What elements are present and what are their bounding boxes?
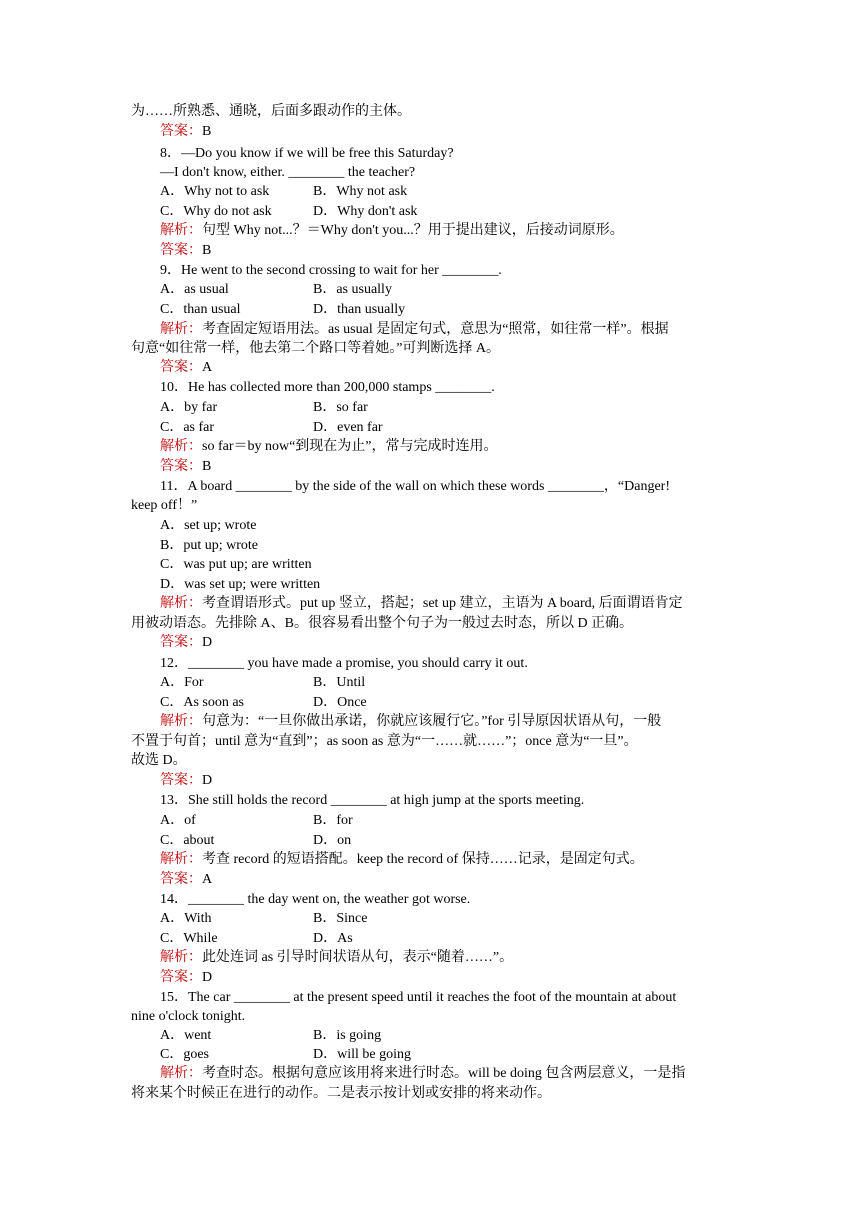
explanation-line: 解析：考查谓语形式。put up 竖立，搭起；set up 建立，主语为 A board, 后面谓语肯定: [160, 596, 683, 611]
text-line: 为……所熟悉、通晓，后面多跟动作的主体。: [131, 104, 411, 119]
answer-line: 答案：D: [160, 970, 213, 985]
option-b: B．Since: [313, 911, 368, 926]
explanation-line: 解析：句意为：“一旦你做出承诺，你就应该履行它。”for 引导原因状语从句，一般: [160, 714, 662, 729]
option-a: A．as usual: [160, 282, 229, 297]
question-line: nine o'clock tonight.: [131, 1009, 246, 1024]
option-d: D．As: [313, 931, 353, 946]
explanation-line: 不置于句首；until 意为“直到”；as soon as 意为“一……就……”；once 意为“一旦”。: [131, 734, 638, 749]
option-c: C．about: [160, 833, 215, 848]
answer-line: 答案：B: [160, 459, 212, 474]
option-d: D．Once: [313, 695, 367, 710]
option-b: B．for: [313, 813, 353, 828]
explanation-line: 解析：考查固定短语用法。as usual 是固定句式，意思为“照常，如往常一样”。根据: [160, 322, 669, 337]
option-d: D．Why don't ask: [313, 204, 418, 219]
option-c: C．was put up; are written: [160, 557, 312, 572]
question-line: 8．—Do you know if we will be free this Saturday?: [160, 146, 454, 161]
explanation-line: 解析：句型 Why not...？＝Why don't you...？用于提出建议，后接动词原形。: [160, 223, 624, 238]
answer-line: 答案：A: [160, 360, 213, 375]
option-c: C．Why do not ask: [160, 204, 272, 219]
explanation-line: 解析：此处连词 as 引导时间状语从句，表示“随着……”。: [160, 950, 514, 965]
question-line: 11．A board ________ by the side of the wall on which these words ________，“Danger!: [160, 479, 670, 494]
option-c: C．While: [160, 931, 218, 946]
option-a: A．With: [160, 911, 212, 926]
explanation-line: 解析：考查 record 的短语搭配。keep the record of 保持……记录，是固定句式。: [160, 852, 644, 867]
question-line: 13．She still holds the record ________ at high jump at the sports meeting.: [160, 793, 585, 808]
option-b: B．Why not ask: [313, 184, 408, 199]
option-a: A．went: [160, 1028, 212, 1043]
option-d: D．will be going: [313, 1047, 411, 1062]
option-c: C．goes: [160, 1047, 209, 1062]
explanation-line: 将来某个时候正在进行的动作。二是表示按计划或安排的将来动作。: [131, 1086, 551, 1101]
question-line: 15．The car ________ at the present speed until it reaches the foot of the mountain at about: [160, 990, 677, 1005]
question-line: 10．He has collected more than 200,000 stamps ________.: [160, 380, 495, 395]
answer-line: 答案：B: [160, 243, 212, 258]
option-d: D．than usually: [313, 302, 406, 317]
answer-line: 答案：D: [160, 773, 213, 788]
explanation-line: 用被动语态。先排除 A、B。很容易看出整个句子为一般过去时态，所以 D 正确。: [131, 616, 634, 631]
option-b: B．put up; wrote: [160, 538, 258, 553]
option-a: A．set up; wrote: [160, 518, 257, 533]
explanation-line: 解析：so far＝by now“到现在为止”，常与完成时连用。: [160, 439, 498, 454]
option-d: D．was set up; were written: [160, 577, 321, 592]
option-d: D．on: [313, 833, 352, 848]
explanation-line: 解析：考查时态。根据句意应该用将来进行时态。will be doing 包含两层意义，一是指: [160, 1066, 686, 1081]
option-a: A．by far: [160, 400, 218, 415]
option-a: A．For: [160, 675, 204, 690]
question-line: —I don't know, either. ________ the teacher?: [160, 165, 416, 180]
option-b: B．Until: [313, 675, 366, 690]
option-a: A．Why not to ask: [160, 184, 270, 199]
option-b: B．as usually: [313, 282, 392, 297]
option-c: C．as far: [160, 420, 215, 435]
question-line: 14．________ the day went on, the weather got worse.: [160, 892, 471, 907]
answer-line: 答案：B: [160, 124, 212, 139]
question-line: 9．He went to the second crossing to wait for her ________.: [160, 263, 502, 278]
explanation-line: 句意“如往常一样，他去第二个路口等着她。”可判断选择 A。: [131, 341, 501, 356]
answer-line: 答案：A: [160, 872, 213, 887]
option-d: D．even far: [313, 420, 383, 435]
option-a: A．of: [160, 813, 196, 828]
answer-line: 答案：D: [160, 635, 213, 650]
explanation-line: 故选 D。: [131, 753, 187, 768]
option-b: B．so far: [313, 400, 368, 415]
option-c: C．As soon as: [160, 695, 245, 710]
option-c: C．than usual: [160, 302, 241, 317]
question-line: 12．________ you have made a promise, you should carry it out.: [160, 656, 528, 671]
option-b: B．is going: [313, 1028, 382, 1043]
question-line: keep off！”: [131, 498, 198, 513]
